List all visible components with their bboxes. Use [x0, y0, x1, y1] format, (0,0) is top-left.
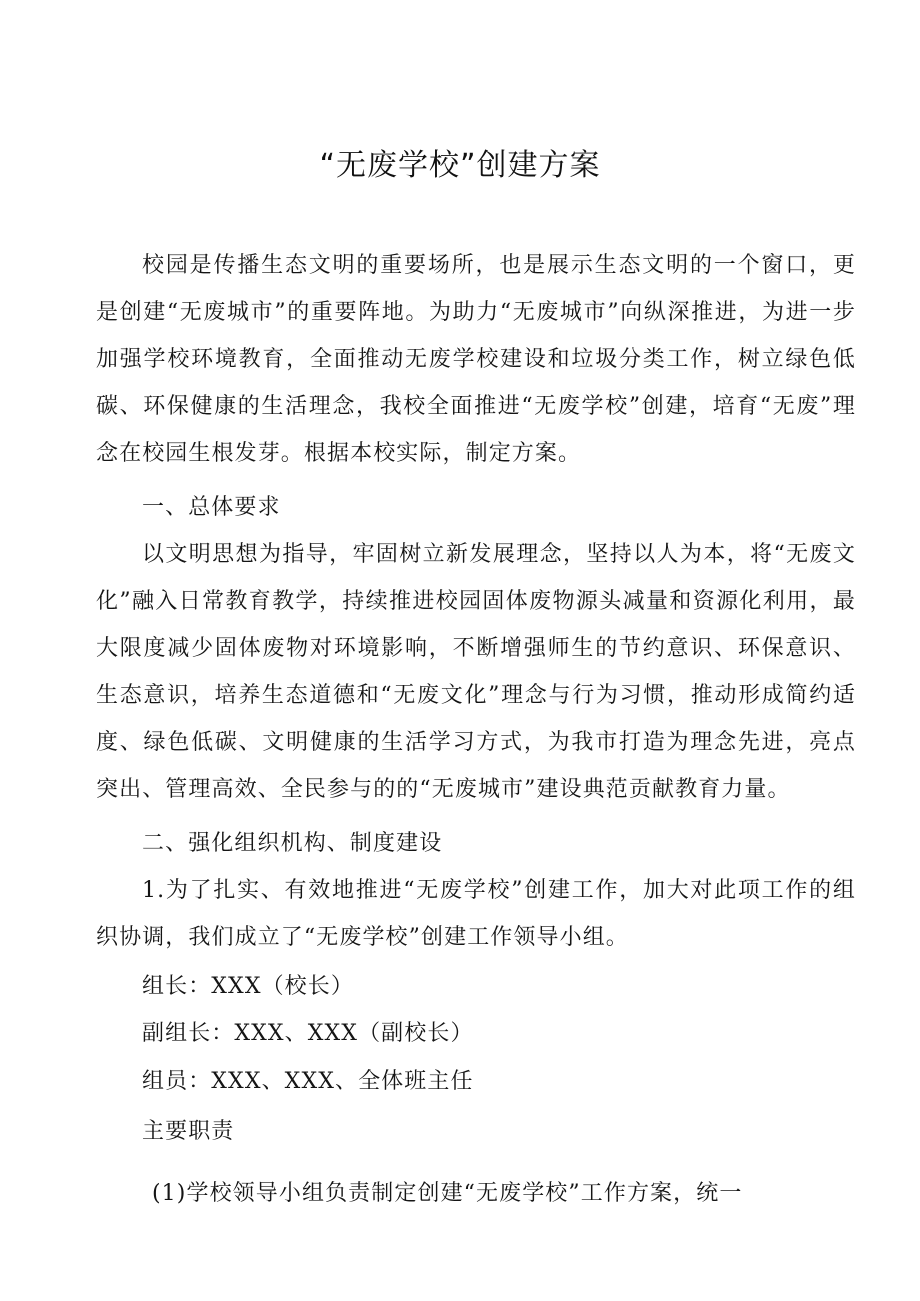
- duty-item-1: (1)学校领导小组负责制定创建“无废学校”工作方案，统一: [152, 1181, 743, 1206]
- document-title: “无废学校”创建方案: [319, 148, 601, 183]
- duties-heading: 主要职责: [142, 1119, 235, 1144]
- overall-requirements-paragraph: 以文明思想为指导，牢固树立新发展理念，坚持以人为本，将“无废文化”融入日常教育教学，持续推进校园固体废物源头减量和资源化利用，最大限度减少固体废物对环境影响，不断增强师生的节约意识、环保意识、生态意识，培养生态道德和“无废文化”理念与行为习惯，推动形成简约适度、绿色低碳、文明健康的生活学习方式，为我市打造为理念先进，亮点突出、管理高效、全民参与的的“无废城市”建设典范贡献教育力量。: [96, 542, 856, 802]
- section-heading-overall-requirements: 一、总体要求: [142, 495, 281, 520]
- deputy-leader-line: 副组长：XXX、XXX（副校长）: [142, 1021, 474, 1046]
- organization-item-1: 1.为了扎实、有效地推进“无废学校”创建工作，加大对此项工作的组织协调，我们成立了“无废学校”创建工作领导小组。: [96, 878, 856, 950]
- members-line: 组员：XXX、XXX、全体班主任: [142, 1069, 474, 1094]
- intro-paragraph: 校园是传播生态文明的重要场所，也是展示生态文明的一个窗口，更是创建“无废城市”的重要阵地。为助力“无废城市”向纵深推进，为进一步加强学校环境教育，全面推动无废学校建设和垃圾分类工作，树立绿色低碳、环保健康的生活理念，我校全面推进“无废学校”创建，培育“无废”理念在校园生根发芽。根据本校实际，制定方案。: [96, 253, 856, 466]
- section-heading-organization: 二、强化组织机构、制度建设: [142, 831, 443, 856]
- leader-line: 组长：XXX（校长）: [142, 974, 354, 999]
